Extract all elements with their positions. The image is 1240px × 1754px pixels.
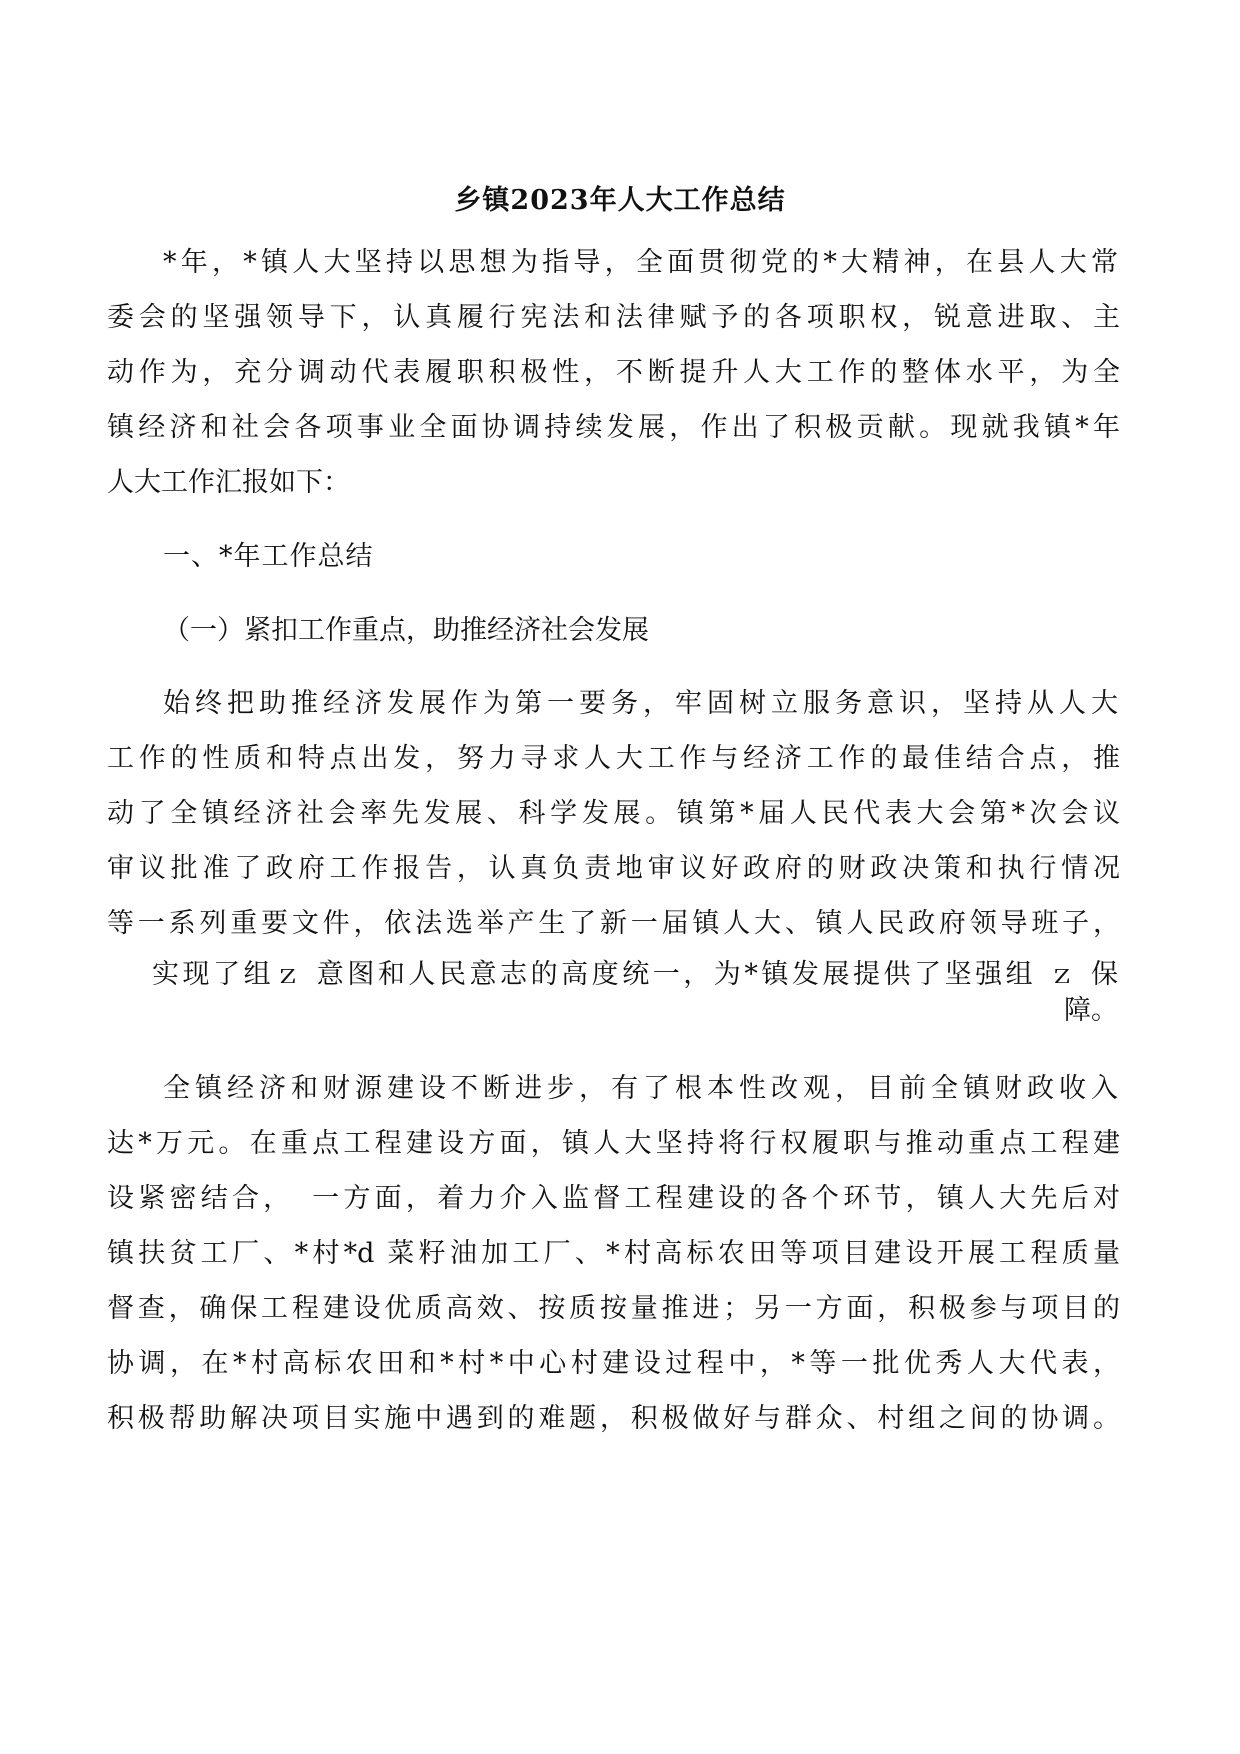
intro-line-5: 人大工作汇报如下： <box>107 467 350 498</box>
para1-line-5: 等一系列重要文件，依法选举产生了新一届镇人大、镇人民政府领导班子， <box>107 908 1120 939</box>
para2-line-3: 设紧密结合， 一方面，着力介入监督工程建设的各个环节，镇人大先后对 <box>107 1183 1120 1214</box>
para2-line-1: 全镇经济和财源建设不断进步，有了根本性改观，目前全镇财政收入 <box>163 1073 1118 1104</box>
para1-line-2: 工作的性质和特点出发，努力寻求人大工作与经济工作的最佳结合点，推 <box>107 743 1120 774</box>
intro-line-4: 镇经济和社会各项事业全面协调持续发展，作出了积极贡献。现就我镇*年 <box>107 412 1120 443</box>
para1-line-3: 动了全镇经济社会率先发展、科学发展。镇第*届人民代表大会第*次会议 <box>107 798 1120 829</box>
intro-line-3: 动作为，充分调动代表履职积极性，不断提升人大工作的整体水平，为全 <box>107 357 1120 388</box>
subsection-heading: （一）紧扣工作重点，助推经济社会发展 <box>163 615 649 646</box>
para1-line-1: 始终把助推经济发展作为第一要务，牢固树立服务意识，坚持从人大 <box>163 688 1118 719</box>
para1-line-7: 障。 <box>1064 995 1118 1026</box>
para1-line-4: 审议批准了政府工作报告，认真负责地审议好政府的财政决策和执行情况 <box>107 853 1120 884</box>
intro-line-1: *年，*镇人大坚持以思想为指导，全面贯彻党的*大精神，在县人大常 <box>163 247 1118 278</box>
para2-line-4: 镇扶贫工厂、*村*d 菜籽油加工厂、*村高标农田等项目建设开展工程质量 <box>107 1238 1120 1269</box>
para2-line-2: 达*万元。在重点工程建设方面，镇人大坚持将行权履职与推动重点工程建 <box>107 1128 1120 1159</box>
para2-line-5: 督查，确保工程建设优质高效、按质按量推进；另一方面，积极参与项目的 <box>107 1293 1120 1324</box>
intro-line-2: 委会的坚强领导下，认真履行宪法和法律赋予的各项职权，锐意进取、主 <box>107 302 1120 333</box>
para1-line-6: 实现了组ｚ 意图和人民意志的高度统一，为*镇发展提供了坚强组 ｚ 保 <box>152 959 1118 990</box>
para2-line-7: 积极帮助解决项目实施中遇到的难题，积极做好与群众、村组之间的协调。 <box>107 1403 1120 1434</box>
document-title: 乡镇2023年人大工作总结 <box>454 185 786 216</box>
section-heading: 一、*年工作总结 <box>163 541 374 572</box>
para2-line-6: 协调，在*村高标农田和*村*中心村建设过程中，*等一批优秀人大代表， <box>107 1348 1120 1379</box>
